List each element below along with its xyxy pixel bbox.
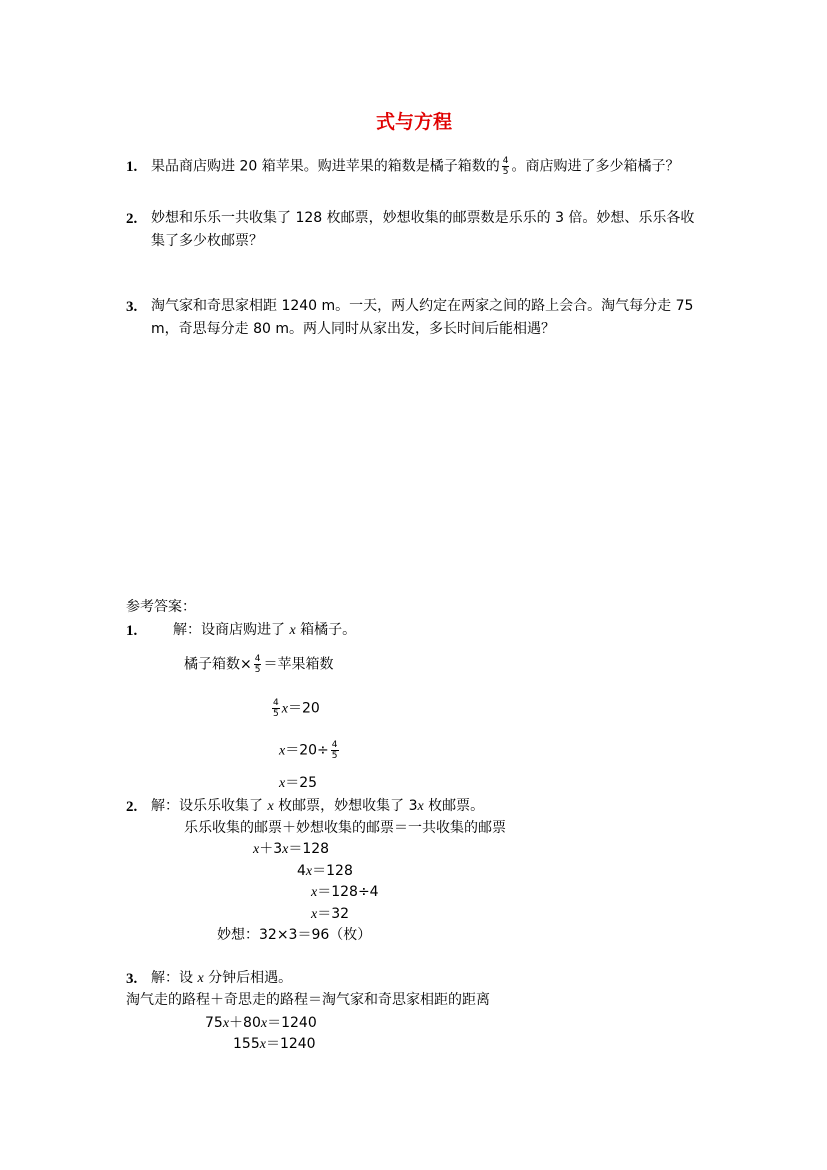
- fraction: [272, 698, 280, 719]
- variable-x: x: [279, 776, 286, 791]
- answer-1-equation-relation: [184, 654, 333, 675]
- answer-1-equation-4: [279, 773, 317, 794]
- answer-3-eq2-pre: 155: [233, 1036, 260, 1052]
- variable-x: x: [311, 907, 318, 922]
- answer-3-eq1-pre: 75: [205, 1015, 223, 1031]
- answer-2-intro-pre: 解：设乐乐收集了: [151, 798, 268, 814]
- answer-2-number: 2.: [126, 799, 138, 815]
- answers-heading: 参考答案：: [126, 599, 196, 615]
- answer-1-intro-post: 箱橘子。: [295, 622, 357, 638]
- answer-2-equation-4: [311, 904, 349, 925]
- question-1-number: 1.: [126, 159, 138, 175]
- variable-x: x: [267, 799, 274, 814]
- variable-x: x: [417, 799, 424, 814]
- answer-2-intro-post: 枚邮票。: [423, 798, 485, 814]
- answer-3-equation-1: [205, 1013, 317, 1034]
- answer-1-equation-3: [279, 740, 341, 762]
- answer-1-number: 1.: [126, 623, 138, 639]
- answer-3-equation-2: [233, 1034, 316, 1055]
- answer-3-eq1-mid: ＋80: [229, 1015, 261, 1031]
- answer-1-eq4-post: ＝25: [285, 775, 318, 791]
- variable-x: x: [305, 864, 313, 879]
- answer-2-eq1-post: ＝128: [288, 841, 330, 857]
- answer-2-equation-1: [253, 839, 329, 860]
- answer-1-eq1-post: ＝苹果箱数: [263, 656, 334, 673]
- answer-3-relation: 淘气走的路程＋奇思走的路程＝淘气家和奇思家相距的距离: [126, 992, 490, 1008]
- question-3-number: 3.: [126, 299, 138, 315]
- question-2-line-2: 集了多少枚邮票？: [151, 233, 263, 249]
- fraction-denominator: 5: [273, 709, 279, 719]
- answer-1-intro: [173, 620, 356, 641]
- answer-3-eq2-post: ＝1240: [265, 1036, 316, 1052]
- fraction-numerator: 4: [502, 156, 509, 166]
- answer-3-number: 3.: [126, 971, 138, 987]
- answer-3-intro: [151, 968, 292, 989]
- answer-1-eq3-mid: ＝20÷: [285, 742, 329, 759]
- fraction-numerator: 4: [273, 698, 279, 708]
- fraction-denominator: 5: [331, 751, 338, 761]
- answer-2-relation: 乐乐收集的邮票＋妙想收集的邮票＝一共收集的邮票: [184, 820, 506, 836]
- variable-x: x: [197, 971, 204, 986]
- fraction: [254, 654, 262, 675]
- fraction-denominator: 5: [502, 167, 509, 177]
- fraction-numerator: 4: [331, 740, 338, 750]
- answer-3-intro-post: 分钟后相遇。: [203, 970, 293, 986]
- variable-x: x: [289, 623, 296, 638]
- answer-2-eq2-pre: 4: [297, 863, 306, 879]
- variable-x: x: [282, 842, 289, 857]
- variable-x: x: [281, 701, 288, 717]
- fraction-numerator: 4: [254, 654, 261, 664]
- question-1-text: [151, 156, 679, 177]
- page-title: 式与方程: [376, 111, 453, 133]
- answer-3-intro-pre: 解：设: [151, 970, 198, 986]
- answer-2-eq1-mid: ＋3: [259, 841, 283, 857]
- question-1-text-pre: 果品商店购进 20 箱苹果。购进苹果的箱数是橘子箱数的: [151, 158, 500, 175]
- variable-x: x: [259, 1037, 266, 1052]
- question-1-text-post: 。商店购进了多少箱橘子？: [511, 158, 680, 175]
- fraction-denominator: 5: [254, 665, 261, 675]
- answer-2-equation-3: [311, 882, 379, 903]
- answer-2-intro-mid: 枚邮票，妙想收集了 3: [273, 798, 418, 814]
- answer-1-equation-2: [270, 698, 320, 720]
- variable-x: x: [222, 1016, 230, 1031]
- question-2-number: 2.: [126, 211, 138, 227]
- variable-x: x: [279, 743, 286, 759]
- question-2-line-1: 妙想和乐乐一共收集了 128 枚邮票，妙想收集的邮票数是乐乐的 3 倍。妙想、乐乐各收: [151, 210, 695, 226]
- answer-2-eq3-post: ＝128÷4: [317, 884, 379, 900]
- answer-1-eq1-pre: 橘子箱数×: [184, 656, 252, 673]
- variable-x: x: [260, 1016, 268, 1031]
- variable-x: x: [253, 842, 260, 857]
- answer-1-intro-pre: 解：设商店购进了: [173, 622, 290, 638]
- question-3-line-2: m，奇思每分走 80 m。两人同时从家出发，多长时间后能相遇？: [151, 321, 555, 337]
- answer-3-eq1-post: ＝1240: [267, 1015, 317, 1031]
- question-3-line-1: 淘气家和奇思家相距 1240 m。一天，两人约定在两家之间的路上会合。淘气每分走 75: [151, 298, 694, 314]
- answer-2-eq4-post: ＝32: [317, 906, 350, 922]
- answer-2-eq2-post: ＝128: [312, 863, 353, 879]
- fraction: [502, 156, 510, 177]
- answer-2-equation-2: [297, 861, 353, 882]
- answer-1-eq2-post: ＝20: [287, 700, 320, 717]
- variable-x: x: [311, 885, 318, 900]
- answer-2-intro: [151, 796, 484, 817]
- answer-2-result: 妙想：32×3＝96（枚）: [217, 927, 372, 943]
- fraction: [331, 740, 339, 761]
